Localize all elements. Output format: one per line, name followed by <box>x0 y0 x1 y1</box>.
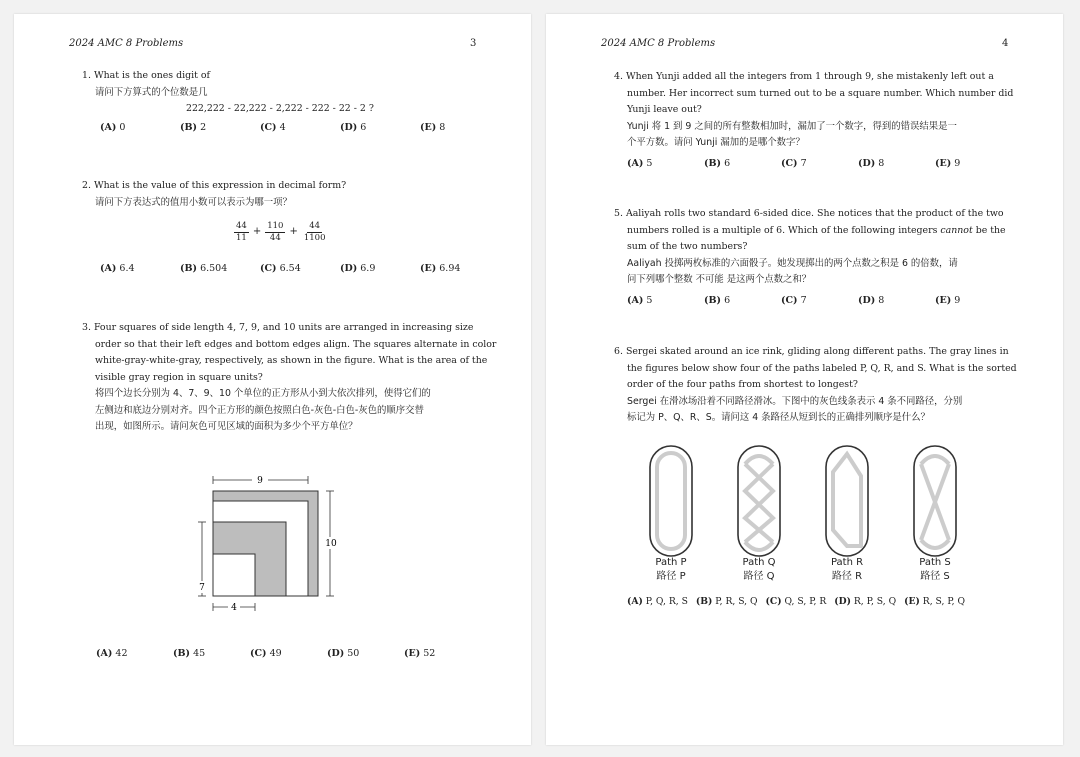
page-header: 2024 AMC 8 Problems <box>69 38 184 49</box>
fraction-expression: $\frac{44}{11}$ + $\frac{110}{44}$ + $\frac{44}{1100}$ <box>236 221 326 243</box>
dimension-label-bottom: 4 <box>231 603 237 613</box>
option-c[interactable]: (C) 49 <box>250 648 282 659</box>
question-text-cn: Aaliyah 投掷两枚标准的六面骰子。她发现掷出的两个点数之积是 6 的倍数，请 <box>627 257 958 269</box>
question-text-cn: 问下列哪个整数 不可能 是这两个点数之和？ <box>627 274 812 285</box>
question-number: 1. <box>82 70 91 81</box>
question-text-en: What is the value of this expression in decimal form? <box>93 180 347 191</box>
option-a[interactable]: (A) P, Q, R, S <box>627 596 688 607</box>
option-d[interactable]: (D) 8 <box>858 157 885 169</box>
question-number: 4. <box>614 71 623 82</box>
question-number: 2. <box>82 180 91 191</box>
option-e[interactable]: (E) 9 <box>935 294 961 306</box>
path-q-label: Path Q 路径 Q <box>742 557 776 582</box>
question-text-en: Yunji leave out? <box>627 104 702 115</box>
question-text-en: the figures below show four of the paths labeled P, Q, R, and S. What is the sorted <box>627 362 1017 374</box>
fraction: $\frac{44}{11}$ <box>236 221 247 243</box>
question-6 <box>614 344 1044 427</box>
question-number: 3. <box>82 322 91 333</box>
option-e[interactable]: (E) 6.94 <box>420 263 461 274</box>
question-text-cn: Sergei 在滑冰场沿着不同路径滑冰。下图中的灰色线条表示 4 条不同路径，分别 <box>627 395 963 407</box>
question-text-en: Four squares of side length 4, 7, 9, and 10 units are arranged in increasing size <box>93 322 474 333</box>
option-b[interactable]: (B) 6 <box>704 157 731 169</box>
square-4-white <box>213 554 255 596</box>
question-text-cn: 标记为 P、Q、R、S。请问这 4 条路径从短到长的正确排列顺序是什么？ <box>627 412 930 423</box>
paths-figure <box>642 442 972 562</box>
path-s-label: Path S 路径 S <box>919 557 951 582</box>
option-c[interactable]: (C) 6.54 <box>260 263 301 274</box>
answer-options-q3 <box>96 648 481 659</box>
fraction: $\frac{44}{1100}$ <box>303 221 326 243</box>
option-c[interactable]: (C) 7 <box>781 157 807 169</box>
option-c[interactable]: (C) Q, S, P, R <box>765 596 827 607</box>
option-d[interactable]: (D) 6 <box>340 121 367 133</box>
squares-figure <box>196 470 356 620</box>
path-p-figure <box>650 446 692 556</box>
question-text-en: Sergei skated around an ice rink, gliding along different paths. The gray lines in <box>625 346 1009 357</box>
option-c[interactable]: (C) 4 <box>260 121 286 133</box>
option-e[interactable]: (E) 52 <box>404 648 436 659</box>
question-5 <box>614 206 1044 309</box>
question-1 <box>82 68 502 136</box>
expression: 222,222 - 22,222 - 2,222 - 222 - 22 - 2 ? <box>186 103 374 114</box>
dimension-label-left: 7 <box>199 583 205 593</box>
question-text-en: When Yunji added all the integers from 1 through 9, she mistakenly left out a <box>625 71 994 82</box>
question-3 <box>82 320 502 436</box>
question-text-en: order of the four paths from shortest to longest? <box>627 379 858 390</box>
path-p-label: Path P 路径 P <box>655 557 687 582</box>
question-text-cn: 个平方数。请问 Yunji 漏加的是哪个数字？ <box>627 137 805 148</box>
question-text-en: numbers rolled is a multiple of 6. Which of the following integers cannot be the <box>627 224 1006 236</box>
question-text-en: order so that their left edges and bottom edges align. The squares alternate in color <box>95 338 497 350</box>
option-b[interactable]: (B) 6.504 <box>180 263 228 274</box>
left-page <box>14 14 531 745</box>
question-text-en: visible gray region in square units? <box>95 371 263 383</box>
question-text-cn: Yunji 将 1 到 9 之间的所有整数相加时，漏加了一个数字，得到的错误结果是一 <box>627 120 957 132</box>
question-text-cn: 请问下方算式的个位数是几 <box>95 86 208 98</box>
option-a[interactable]: (A) 42 <box>96 648 128 659</box>
option-a[interactable]: (A) 5 <box>627 294 653 306</box>
page-number: 4 <box>1002 38 1009 49</box>
dimension-label-right: 10 <box>325 539 337 549</box>
question-text-cn: 将四个边长分别为 4、7、9、10 个单位的正方形从小到大依次排列，使得它们的 <box>95 388 431 399</box>
answer-options <box>82 120 502 137</box>
page-header: 2024 AMC 8 Problems <box>601 38 716 49</box>
option-c[interactable]: (C) 7 <box>781 294 807 306</box>
option-d[interactable]: (D) R, P, S, Q <box>834 596 897 607</box>
option-b[interactable]: (B) 45 <box>173 648 206 659</box>
question-number: 5. <box>614 208 623 219</box>
option-a[interactable]: (A) 5 <box>627 157 653 169</box>
dimension-label-top: 9 <box>257 476 263 486</box>
question-text-cn: 左侧边和底边分别对齐。四个正方形的颜色按照白色-灰色-白色-灰色的顺序交替 <box>95 404 424 416</box>
option-b[interactable]: (B) 6 <box>704 294 731 306</box>
option-b[interactable]: (B) 2 <box>180 121 207 133</box>
option-d[interactable]: (D) 6.9 <box>340 263 376 274</box>
option-e[interactable]: (E) R, S, P, Q <box>904 596 966 607</box>
question-text-en: white-gray-white-gray, respectively, as shown in the figure. What is the area of the <box>95 355 488 366</box>
option-e[interactable]: (E) 8 <box>420 121 446 133</box>
option-a[interactable]: (A) 0 <box>100 121 126 133</box>
question-text-en: sum of the two numbers? <box>627 241 748 252</box>
path-r-label: Path R 路径 R <box>830 557 864 582</box>
path-r-figure <box>826 446 868 556</box>
answer-options <box>82 261 502 278</box>
page-number: 3 <box>470 38 477 49</box>
path-q-figure <box>738 446 780 556</box>
answer-options <box>614 293 1044 310</box>
answer-options-q6 <box>627 596 965 607</box>
path-s-figure <box>914 446 956 556</box>
option-e[interactable]: (E) 9 <box>935 157 961 169</box>
option-d[interactable]: (D) 8 <box>858 294 885 306</box>
option-a[interactable]: (A) 6.4 <box>100 263 135 274</box>
option-d[interactable]: (D) 50 <box>327 648 360 659</box>
answer-options <box>614 156 1044 173</box>
right-page <box>546 14 1063 745</box>
option-b[interactable]: (B) P, R, S, Q <box>695 596 758 607</box>
question-text-cn: 出现，如图所示。请问灰色可见区域的面积为多少个平方单位？ <box>95 421 358 432</box>
question-text-en: Aaliyah rolls two standard 6-sided dice. She notices that the product of the two <box>625 208 1004 219</box>
question-4 <box>614 69 1044 172</box>
question-2 <box>82 178 502 278</box>
question-text-en: What is the ones digit of <box>93 70 210 81</box>
question-text-cn: 请问下方表达式的值用小数可以表示为哪一项？ <box>95 196 292 208</box>
question-number: 6. <box>614 346 623 357</box>
fraction: $\frac{110}{44}$ <box>267 221 284 243</box>
question-text-en: number. Her incorrect sum turned out to be a square number. Which number did <box>627 87 1014 99</box>
